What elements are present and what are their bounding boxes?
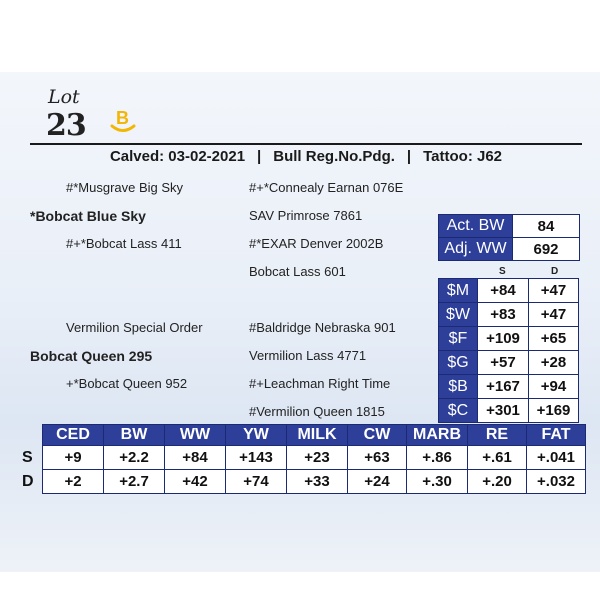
calved-date: Calved: 03-02-2021 xyxy=(109,148,246,165)
dollar-index-row xyxy=(439,279,579,303)
weight-label: Adj. WW xyxy=(439,238,513,261)
epd-value: +33 xyxy=(287,470,348,494)
epd-value: +23 xyxy=(287,446,348,470)
epd-value: +2.2 xyxy=(104,446,165,470)
epd-row-label: D xyxy=(22,472,34,490)
index-value-d: +65 xyxy=(529,327,579,351)
dollar-index-row xyxy=(439,351,579,375)
pedigree-dam-sire-dam: Vermilion Lass 4771 xyxy=(249,348,367,363)
weights-table xyxy=(438,214,580,261)
pedigree-dam-dam-sire: #+Leachman Right Time xyxy=(249,376,391,391)
header-separator: | xyxy=(406,148,412,165)
index-value-d: +47 xyxy=(529,279,579,303)
tattoo: Tattoo: J62 xyxy=(423,148,503,165)
epd-value: +.20 xyxy=(468,470,527,494)
lot-number: 23 xyxy=(46,108,86,143)
epd-table xyxy=(22,424,586,494)
epd-header: CED xyxy=(43,425,104,446)
index-value-s: +84 xyxy=(478,279,529,303)
pedigree-dam-sire: Vermilion Special Order xyxy=(66,320,203,335)
pedigree-dam-dam-dam: #Vermilion Queen 1815 xyxy=(249,404,385,419)
pedigree-sire-sire-dam: SAV Primrose 7861 xyxy=(249,208,363,223)
index-value-s: +109 xyxy=(478,327,529,351)
pedigree-dam: Bobcat Queen 295 xyxy=(30,348,153,364)
epd-value: +.032 xyxy=(527,470,586,494)
epd-value: +.86 xyxy=(407,446,468,470)
epd-value: +.041 xyxy=(527,446,586,470)
epd-value: +74 xyxy=(226,470,287,494)
weight-row xyxy=(439,238,580,261)
lot-label: Lot xyxy=(48,86,80,108)
epd-header: CW xyxy=(348,425,407,446)
index-value-d: +47 xyxy=(529,303,579,327)
pedigree-dam-sire-sire: #Baldridge Nebraska 901 xyxy=(249,320,396,335)
dollar-index-row xyxy=(439,399,579,423)
dollar-index-table xyxy=(438,278,579,423)
epd-value: +9 xyxy=(43,446,104,470)
index-label: $W xyxy=(439,303,478,327)
epd-header: RE xyxy=(468,425,527,446)
registration-status: Bull Reg.No.Pdg. xyxy=(273,148,395,165)
pedigree-sire: *Bobcat Blue Sky xyxy=(30,208,146,224)
index-value-d: +28 xyxy=(529,351,579,375)
epd-value: +42 xyxy=(165,470,226,494)
index-value-s: +83 xyxy=(478,303,529,327)
index-label: $M xyxy=(439,279,478,303)
weight-value: 692 xyxy=(513,238,580,261)
epd-header: MILK xyxy=(287,425,348,446)
epd-value: +.61 xyxy=(468,446,527,470)
pedigree-sire-sire-sire: #+*Connealy Earnan 076E xyxy=(249,180,404,195)
pedigree-sire-dam: #+*Bobcat Lass 411 xyxy=(66,236,182,251)
epd-header: WW xyxy=(165,425,226,446)
index-value-s: +167 xyxy=(478,375,529,399)
dollar-index-col-s: S xyxy=(499,266,506,277)
epd-header: BW xyxy=(104,425,165,446)
weight-value: 84 xyxy=(513,215,580,238)
epd-row-label: S xyxy=(22,448,33,466)
svg-text:B: B xyxy=(116,108,129,128)
brand-logo-icon xyxy=(108,104,138,134)
index-label: $F xyxy=(439,327,478,351)
header-separator: | xyxy=(257,148,262,165)
animal-info-header xyxy=(30,148,582,168)
index-label: $B xyxy=(439,375,478,399)
pedigree-sire-dam-sire: #*EXAR Denver 2002B xyxy=(249,236,384,251)
dollar-index-col-d: D xyxy=(551,266,559,277)
epd-header: FAT xyxy=(527,425,586,446)
epd-value: +84 xyxy=(165,446,226,470)
index-label: $G xyxy=(439,351,478,375)
epd-value: +.30 xyxy=(407,470,468,494)
dollar-index-row xyxy=(439,327,579,351)
pedigree-sire-dam-dam: Bobcat Lass 601 xyxy=(249,264,346,279)
dollar-index-row xyxy=(439,303,579,327)
epd-header-row xyxy=(22,425,586,446)
pedigree-dam-dam: +*Bobcat Queen 952 xyxy=(66,376,188,391)
epd-row-sire xyxy=(22,446,586,470)
epd-value: +143 xyxy=(226,446,287,470)
weight-row xyxy=(439,215,580,238)
index-label: $C xyxy=(439,399,478,423)
epd-value: +2 xyxy=(43,470,104,494)
index-value-s: +301 xyxy=(478,399,529,423)
epd-header: MARB xyxy=(407,425,468,446)
header-rule xyxy=(30,143,582,145)
pedigree-sire-sire: #*Musgrave Big Sky xyxy=(66,180,184,195)
epd-value: +2.7 xyxy=(104,470,165,494)
weight-label: Act. BW xyxy=(439,215,513,238)
epd-header: YW xyxy=(226,425,287,446)
epd-value: +24 xyxy=(348,470,407,494)
epd-corner xyxy=(22,425,43,446)
index-value-d: +94 xyxy=(529,375,579,399)
dollar-index-row xyxy=(439,375,579,399)
epd-row-dam xyxy=(22,470,586,494)
epd-value: +63 xyxy=(348,446,407,470)
index-value-d: +169 xyxy=(529,399,579,423)
index-value-s: +57 xyxy=(478,351,529,375)
